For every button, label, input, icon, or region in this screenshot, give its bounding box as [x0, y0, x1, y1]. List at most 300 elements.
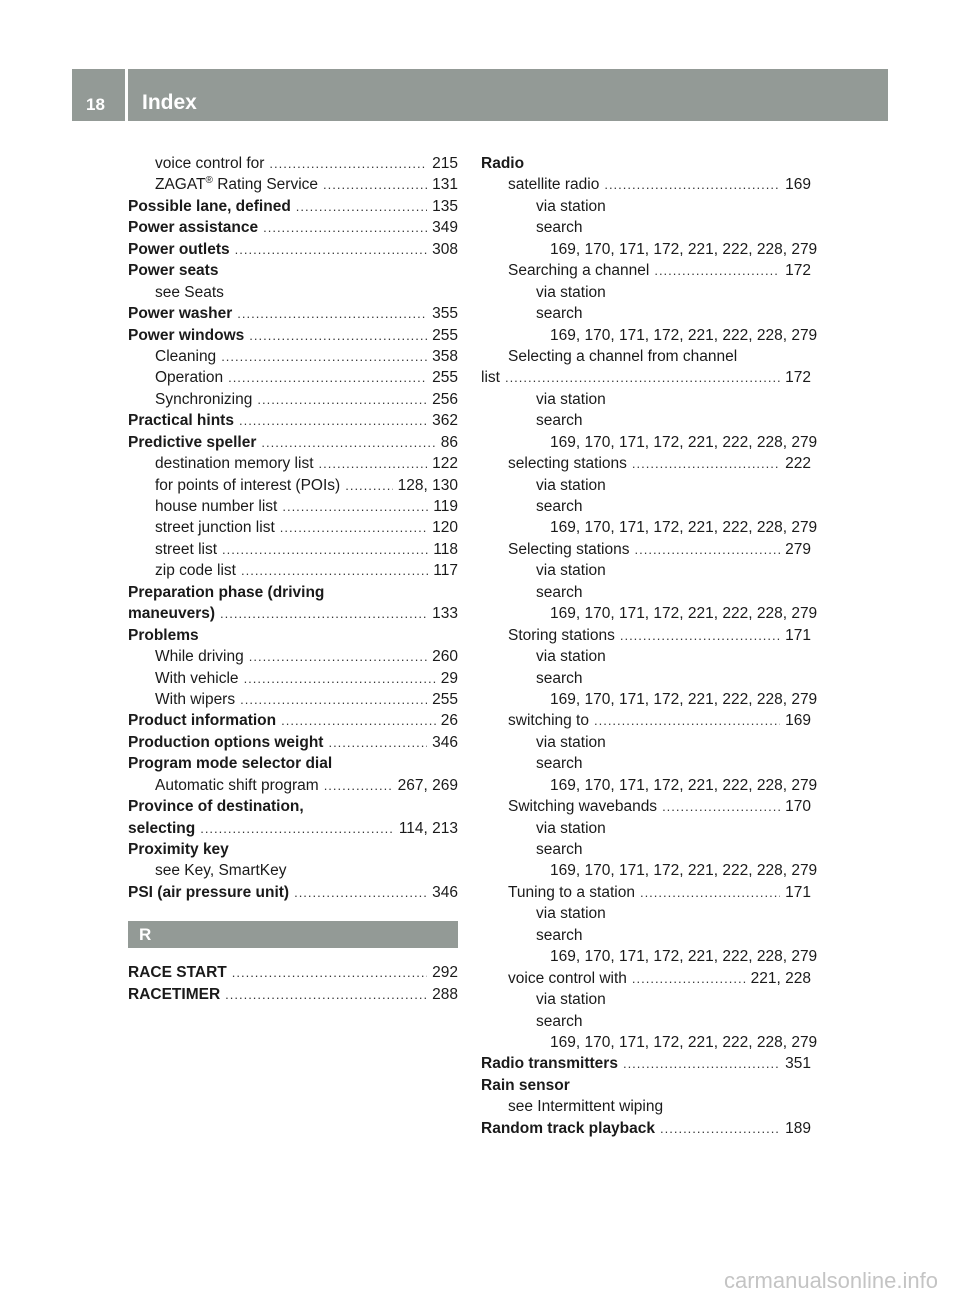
entry-text	[508, 453, 627, 474]
entry-text	[155, 860, 287, 881]
entry-text	[128, 410, 234, 431]
entry-text	[536, 582, 583, 603]
entry-text	[536, 217, 583, 238]
leader-dots	[328, 732, 427, 753]
index-entry	[128, 475, 458, 496]
entry-text	[536, 389, 606, 410]
index-entry	[481, 689, 818, 710]
entry-text	[550, 432, 817, 453]
leader-dots	[345, 475, 392, 496]
index-entry	[128, 668, 458, 689]
entry-label: Power washer	[128, 305, 233, 323]
entry-text	[128, 962, 227, 983]
entry-label: for points of interest (POIs)	[155, 476, 341, 494]
entry-label: Proximity key	[128, 841, 229, 858]
page-reference: 308	[432, 240, 458, 258]
entry-label: via station	[536, 197, 606, 215]
entry-label: via station	[536, 562, 606, 580]
index-entry	[128, 818, 458, 839]
page-reference: 255	[432, 690, 458, 708]
index-entry	[481, 367, 811, 388]
index-entry	[128, 860, 458, 881]
index-entry	[128, 753, 458, 774]
entry-label: street list	[155, 540, 218, 558]
page-reference: 292	[432, 964, 458, 982]
entry-label: 169, 170, 171, 172, 221, 222, 228, 279	[550, 433, 818, 451]
entry-label: RACETIMER	[128, 985, 221, 1003]
page-reference: 346	[432, 733, 458, 751]
leader-dots	[660, 1118, 780, 1139]
entry-label: Production options weight	[128, 733, 324, 751]
entry-text	[155, 560, 236, 581]
index-entry	[481, 303, 811, 324]
index-entry	[481, 603, 818, 624]
entry-label: search	[536, 583, 583, 601]
entry-text	[128, 303, 232, 324]
page-reference: 255	[432, 326, 458, 344]
entry-label: Selecting stations	[508, 540, 630, 558]
entry-label: Province of destination,	[128, 798, 304, 816]
index-entry	[481, 260, 811, 281]
entry-label: search	[536, 498, 583, 515]
entry-text	[536, 925, 583, 946]
index-entry	[128, 496, 458, 517]
page-title: Index	[142, 91, 197, 114]
entry-text	[481, 367, 500, 388]
page-number: 18	[86, 95, 105, 114]
entry-label: 169, 170, 171, 172, 221, 222, 228, 279	[550, 948, 818, 966]
entry-text	[508, 174, 599, 195]
entry-label: satellite radio	[508, 176, 600, 194]
entry-text	[155, 539, 217, 560]
page-reference: 260	[432, 648, 458, 666]
entry-label: Searching a channel	[508, 262, 650, 280]
entry-text	[550, 603, 817, 624]
page-reference: 288	[432, 985, 458, 1003]
page-reference: 215	[432, 155, 458, 172]
page-reference: 117	[433, 562, 458, 580]
leader-dots	[324, 775, 393, 796]
index-entry	[128, 432, 458, 453]
index-entry	[128, 582, 458, 603]
leader-dots	[228, 367, 427, 388]
index-entry	[128, 260, 458, 281]
index-entry	[481, 1011, 811, 1032]
page-reference: 358	[432, 347, 458, 365]
page-reference: 172	[785, 369, 811, 387]
entry-text	[128, 882, 289, 903]
page-reference: 256	[432, 390, 458, 408]
index-entry	[128, 325, 458, 346]
index-entry	[128, 367, 458, 388]
leader-dots	[623, 1053, 780, 1074]
entry-text	[536, 410, 583, 431]
entry-label: Product information	[128, 712, 277, 730]
index-entry	[128, 603, 458, 624]
page-reference: 221, 228	[750, 969, 811, 987]
entry-text	[155, 174, 318, 195]
index-entry	[128, 625, 458, 646]
watermark: carmanualsonline.info	[723, 1268, 938, 1293]
entry-label: Radio	[481, 155, 525, 172]
page-reference: 171	[785, 626, 811, 644]
leader-dots	[640, 882, 780, 903]
entry-text	[128, 625, 199, 646]
page-reference: 86	[440, 433, 458, 451]
index-entry	[481, 410, 811, 431]
entry-label: via station	[536, 283, 606, 301]
entry-label: Predictive speller	[128, 433, 257, 451]
leader-dots	[323, 174, 427, 195]
entry-text	[128, 325, 244, 346]
section-r-entries	[128, 962, 458, 1005]
entry-text	[155, 153, 264, 174]
index-entry	[481, 346, 811, 367]
entry-text	[536, 753, 583, 774]
index-entry	[481, 1075, 811, 1096]
index-entry	[128, 560, 458, 581]
index-entry	[481, 560, 811, 581]
entry-label: list	[481, 369, 500, 387]
entry-label-suffix: Rating Service	[212, 176, 319, 194]
entry-label: Cleaning	[155, 347, 217, 365]
entry-text	[536, 196, 606, 217]
index-entry	[128, 689, 458, 710]
entry-text	[536, 303, 583, 324]
leader-dots	[294, 882, 427, 903]
entry-label: search	[536, 305, 583, 323]
index-entry	[481, 174, 811, 195]
entry-text	[155, 475, 340, 496]
index-entry	[481, 153, 811, 174]
entry-label: via station	[536, 476, 606, 494]
index-entry	[481, 196, 811, 217]
leader-dots	[257, 389, 427, 410]
index-entry	[128, 453, 458, 474]
entry-text	[550, 860, 817, 881]
entry-text	[508, 710, 589, 731]
entry-text	[128, 818, 195, 839]
entry-label: Practical hints	[128, 412, 234, 430]
leader-dots	[654, 260, 780, 281]
page-reference: 346	[432, 883, 458, 901]
page-reference: 119	[433, 498, 458, 515]
page-reference: 169	[785, 712, 811, 730]
entry-text	[536, 989, 606, 1010]
entry-label: voice control for	[155, 155, 265, 172]
entry-text	[128, 239, 230, 260]
left-entries	[128, 153, 458, 903]
entry-label: Random track playback	[481, 1119, 656, 1137]
index-entry	[481, 860, 818, 881]
index-entry	[128, 282, 458, 303]
index-entry	[481, 389, 811, 410]
index-entry	[128, 539, 458, 560]
entry-label: search	[536, 926, 583, 944]
leader-dots	[200, 818, 394, 839]
index-entry	[481, 946, 818, 967]
leader-dots	[635, 539, 781, 560]
index-entry	[128, 775, 458, 796]
entry-text	[155, 775, 319, 796]
entry-label: Selecting a channel from channel	[508, 347, 738, 365]
index-entry	[481, 925, 811, 946]
index-entry	[481, 1032, 818, 1053]
entry-text	[508, 539, 630, 560]
entry-text	[128, 603, 215, 624]
entry-label: Storing stations	[508, 626, 615, 644]
entry-text	[536, 1011, 583, 1032]
entry-text	[550, 689, 817, 710]
leader-dots	[239, 410, 427, 431]
leader-dots	[263, 217, 427, 238]
entry-text	[128, 796, 304, 817]
entry-label: Power assistance	[128, 219, 259, 237]
entry-text	[536, 818, 606, 839]
index-entry	[481, 496, 811, 517]
index-entry	[481, 903, 811, 924]
index-entry	[481, 732, 811, 753]
leader-dots	[235, 239, 427, 260]
index-entry	[128, 174, 458, 195]
entry-label: Radio transmitters	[481, 1055, 618, 1073]
entry-text	[481, 1118, 655, 1139]
section-header-r: R	[128, 921, 458, 948]
leader-dots	[232, 962, 427, 983]
page-reference: 267, 269	[397, 776, 458, 794]
page-reference: 128, 130	[397, 476, 458, 494]
entry-text	[128, 196, 291, 217]
page-reference: 122	[432, 455, 458, 473]
entry-label: zip code list	[155, 562, 236, 580]
index-entry	[128, 882, 458, 903]
entry-text	[155, 668, 239, 689]
entry-text	[128, 753, 332, 774]
index-entry	[128, 239, 458, 260]
entry-label: selecting stations	[508, 455, 627, 473]
index-entry	[128, 303, 458, 324]
index-entry	[481, 239, 818, 260]
entry-label: Possible lane, defined	[128, 197, 291, 215]
index-entry	[128, 796, 458, 817]
entry-text	[128, 984, 220, 1005]
entry-label: via station	[536, 733, 606, 751]
index-entry	[128, 410, 458, 431]
page-reference: 114, 213	[398, 819, 458, 837]
entry-text	[550, 325, 817, 346]
entry-text	[550, 239, 817, 260]
leader-dots	[240, 689, 427, 710]
index-entry	[481, 1118, 811, 1139]
entry-text	[155, 646, 244, 667]
entry-label: 169, 170, 171, 172, 221, 222, 228, 279	[550, 776, 818, 794]
index-entry	[481, 839, 811, 860]
index-entry	[481, 539, 811, 560]
entry-text	[536, 668, 583, 689]
page-reference: 29	[440, 669, 458, 687]
index-column-right	[481, 153, 818, 1139]
entry-text	[536, 475, 606, 496]
entry-text	[481, 1075, 570, 1096]
entry-label: 169, 170, 171, 172, 221, 222, 228, 279	[550, 605, 818, 623]
entry-label: search	[536, 1012, 583, 1030]
leader-dots	[249, 325, 427, 346]
index-entry	[128, 839, 458, 860]
leader-dots	[280, 517, 427, 538]
entry-label: search	[536, 669, 583, 687]
index-entry	[481, 989, 811, 1010]
leader-dots	[319, 453, 428, 474]
entry-label: voice control with	[508, 969, 627, 987]
index-entry	[481, 1096, 811, 1117]
entry-label: 169, 170, 171, 172, 221, 222, 228, 279	[550, 240, 818, 258]
index-entry	[481, 753, 811, 774]
page-reference: 170	[785, 798, 811, 816]
entry-text	[550, 1032, 817, 1053]
entry-text	[155, 282, 224, 303]
leader-dots	[221, 346, 427, 367]
index-entry	[481, 282, 811, 303]
entry-label: search	[536, 841, 583, 858]
page-reference: 26	[440, 712, 458, 730]
entry-text	[508, 1096, 663, 1117]
index-entry	[481, 432, 818, 453]
entry-label: Operation	[155, 369, 224, 387]
entry-label: Automatic shift program	[155, 776, 319, 794]
leader-dots	[222, 539, 428, 560]
entry-text	[128, 710, 276, 731]
index-column-left	[128, 153, 458, 1005]
entry-label: 169, 170, 171, 172, 221, 222, 228, 279	[550, 1033, 818, 1051]
entry-text	[536, 732, 606, 753]
entry-text	[536, 839, 583, 860]
leader-dots	[662, 796, 780, 817]
entry-superscript: ®	[205, 175, 213, 187]
page-reference: 133	[432, 605, 458, 623]
leader-dots	[281, 710, 436, 731]
entry-text	[508, 346, 737, 367]
entry-label: via station	[536, 648, 606, 666]
entry-label: Synchronizing	[155, 390, 253, 408]
entry-label: Power outlets	[128, 240, 230, 258]
entry-label: 169, 170, 171, 172, 221, 222, 228, 279	[550, 862, 818, 880]
entry-label: maneuvers)	[128, 605, 216, 623]
page-reference: 255	[432, 369, 458, 387]
index-entry	[481, 453, 811, 474]
index-entry	[481, 325, 818, 346]
index-entry	[481, 517, 818, 538]
index-entry	[481, 968, 811, 989]
entry-label: via station	[536, 819, 606, 837]
entry-label: ZAGAT	[155, 176, 206, 194]
entry-text	[128, 839, 229, 860]
index-entry	[481, 668, 811, 689]
entry-label: Preparation phase (driving	[128, 583, 325, 601]
right-entries	[481, 153, 818, 1139]
entry-text	[536, 282, 606, 303]
entry-text	[128, 217, 258, 238]
entry-label: Tuning to a station	[508, 883, 635, 901]
entry-text	[508, 968, 627, 989]
entry-text	[128, 732, 323, 753]
leader-dots	[505, 367, 780, 388]
index-entry	[128, 732, 458, 753]
entry-label: house number list	[155, 498, 278, 515]
leader-dots	[632, 453, 780, 474]
index-entry	[128, 962, 458, 983]
entry-label: see Intermittent wiping	[508, 1098, 664, 1116]
page-reference: 222	[785, 455, 811, 473]
entry-label: 169, 170, 171, 172, 221, 222, 228, 279	[550, 519, 818, 537]
page-reference: 135	[432, 197, 458, 215]
leader-dots	[249, 646, 427, 667]
page-reference: 172	[785, 262, 811, 280]
index-entry	[481, 625, 811, 646]
entry-text	[155, 367, 223, 388]
index-entry	[481, 818, 811, 839]
page-reference: 279	[785, 540, 811, 558]
entry-label: 169, 170, 171, 172, 221, 222, 228, 279	[550, 690, 818, 708]
entry-label: see Key, SmartKey	[155, 862, 287, 880]
entry-label: Power windows	[128, 326, 245, 344]
entry-label: via station	[536, 991, 606, 1009]
page-reference: 131	[432, 176, 458, 194]
entry-label: street junction list	[155, 519, 275, 537]
entry-label: see Seats	[155, 283, 224, 301]
leader-dots	[261, 432, 435, 453]
leader-dots	[620, 625, 780, 646]
entry-text	[128, 582, 324, 603]
index-entry	[128, 710, 458, 731]
entry-label: With wipers	[155, 690, 236, 708]
entry-label: Switching wavebands	[508, 798, 658, 816]
page-reference: 362	[432, 412, 458, 430]
leader-dots	[296, 196, 427, 217]
page-reference: 349	[432, 219, 458, 237]
index-entry	[481, 1053, 811, 1074]
entry-text	[155, 389, 252, 410]
page-reference: 120	[432, 519, 458, 537]
entry-label: Rain sensor	[481, 1076, 570, 1094]
index-entry	[481, 217, 811, 238]
page-reference: 118	[433, 540, 458, 558]
entry-label: search	[536, 219, 583, 237]
entry-text	[155, 496, 277, 517]
entry-text	[536, 903, 606, 924]
index-entry	[128, 196, 458, 217]
index-entry	[481, 582, 811, 603]
leader-dots	[632, 968, 746, 989]
index-entry	[128, 217, 458, 238]
leader-dots	[220, 603, 427, 624]
index-entry	[128, 984, 458, 1005]
entry-text	[155, 453, 314, 474]
entry-label: RACE START	[128, 964, 227, 982]
entry-text	[550, 775, 817, 796]
entry-label: via station	[536, 905, 606, 923]
entry-label: search	[536, 412, 583, 430]
index-entry	[128, 646, 458, 667]
entry-text	[536, 646, 606, 667]
entry-text	[536, 560, 606, 581]
leader-dots	[237, 303, 427, 324]
entry-text	[155, 517, 275, 538]
page-reference: 351	[785, 1055, 811, 1073]
index-entry	[128, 389, 458, 410]
index-entry	[481, 796, 811, 817]
entry-text	[128, 260, 218, 281]
entry-text	[481, 153, 524, 174]
